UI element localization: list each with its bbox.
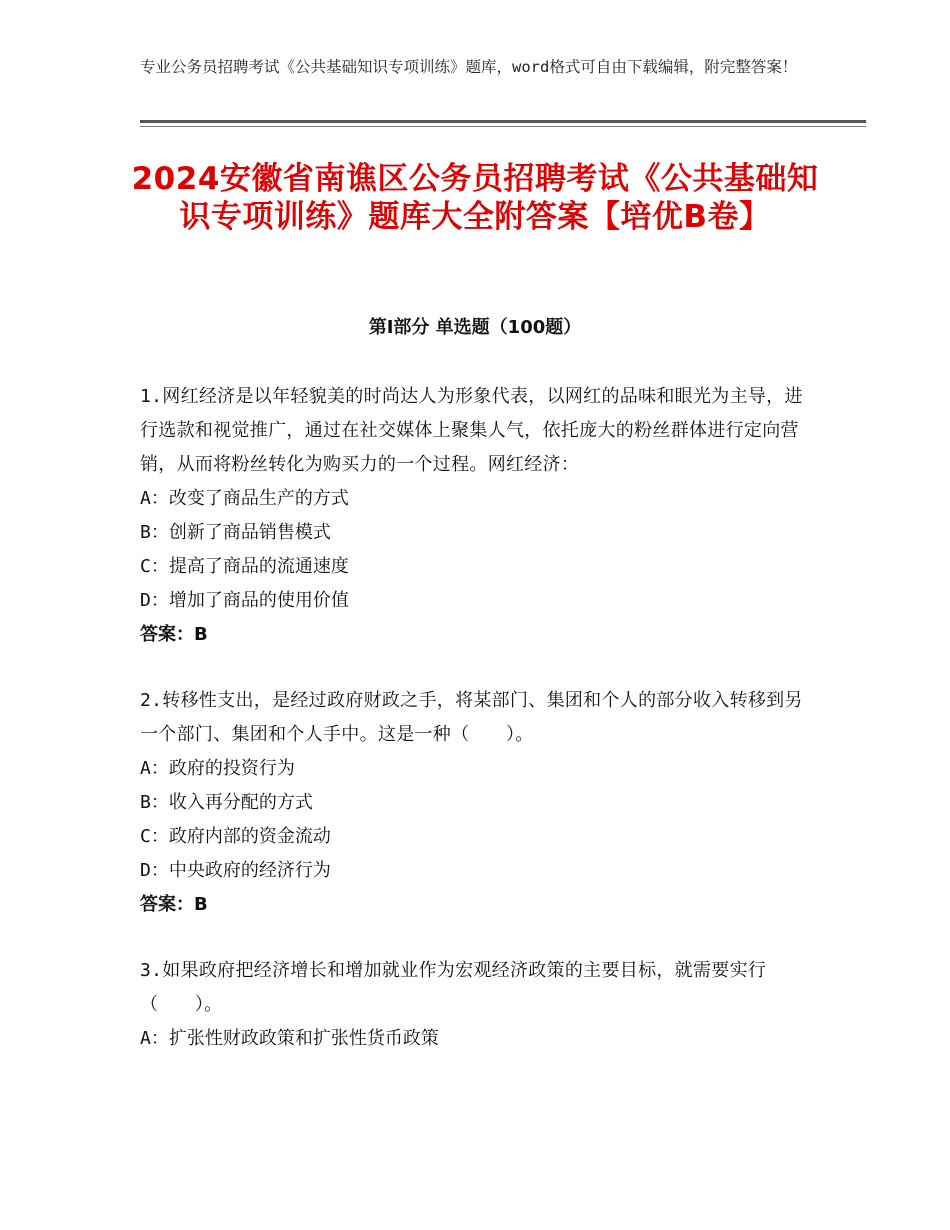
answer-label: 答案：B (140, 624, 208, 645)
option-b: B：收入再分配的方式 (140, 792, 313, 813)
document-title: 2024安徽省南谯区公务员招聘考试《公共基础知识专项训练》题库大全附答案【培优B卷】 (131, 161, 819, 235)
header-rule-thin (140, 126, 866, 127)
option-a: A：扩张性财政政策和扩张性货币政策 (140, 1028, 439, 1049)
option-c: C：政府内部的资金流动 (140, 826, 331, 847)
option-c: C：提高了商品的流通速度 (140, 556, 349, 577)
question-item (140, 954, 805, 1056)
question-stem: 3.如果政府把经济增长和增加就业作为宏观经济政策的主要目标，就需要实行（ ）。 (140, 960, 767, 1015)
section-title: 第Ⅰ部分 单选题（100题） (368, 317, 582, 338)
header-note: 专业公务员招聘考试《公共基础知识专项训练》题库，word格式可自由下载编辑，附完整答案！ (140, 58, 798, 76)
option-a: A：改变了商品生产的方式 (140, 488, 349, 509)
answer-label: 答案：B (140, 894, 208, 915)
option-b: B：创新了商品销售模式 (140, 522, 331, 543)
option-a: A：政府的投资行为 (140, 758, 295, 779)
question-item (140, 684, 805, 922)
question-list (140, 380, 805, 1088)
header-rule-thick (140, 120, 866, 123)
question-item (140, 380, 805, 652)
question-stem: 2.转移性支出，是经过政府财政之手，将某部门、集团和个人的部分收入转移到另一个部门、集团和个人手中。这是一种（ ）。 (140, 690, 803, 745)
option-d: D：增加了商品的使用价值 (140, 590, 349, 611)
question-stem: 1.网红经济是以年轻貌美的时尚达人为形象代表，以网红的品味和眼光为主导，进行选款和视觉推广，通过在社交媒体上聚集人气，依托庞大的粉丝群体进行定向营销，从而将粉丝转化为购买力的一个过程。网红经济： (140, 386, 803, 475)
option-d: D：中央政府的经济行为 (140, 860, 331, 881)
